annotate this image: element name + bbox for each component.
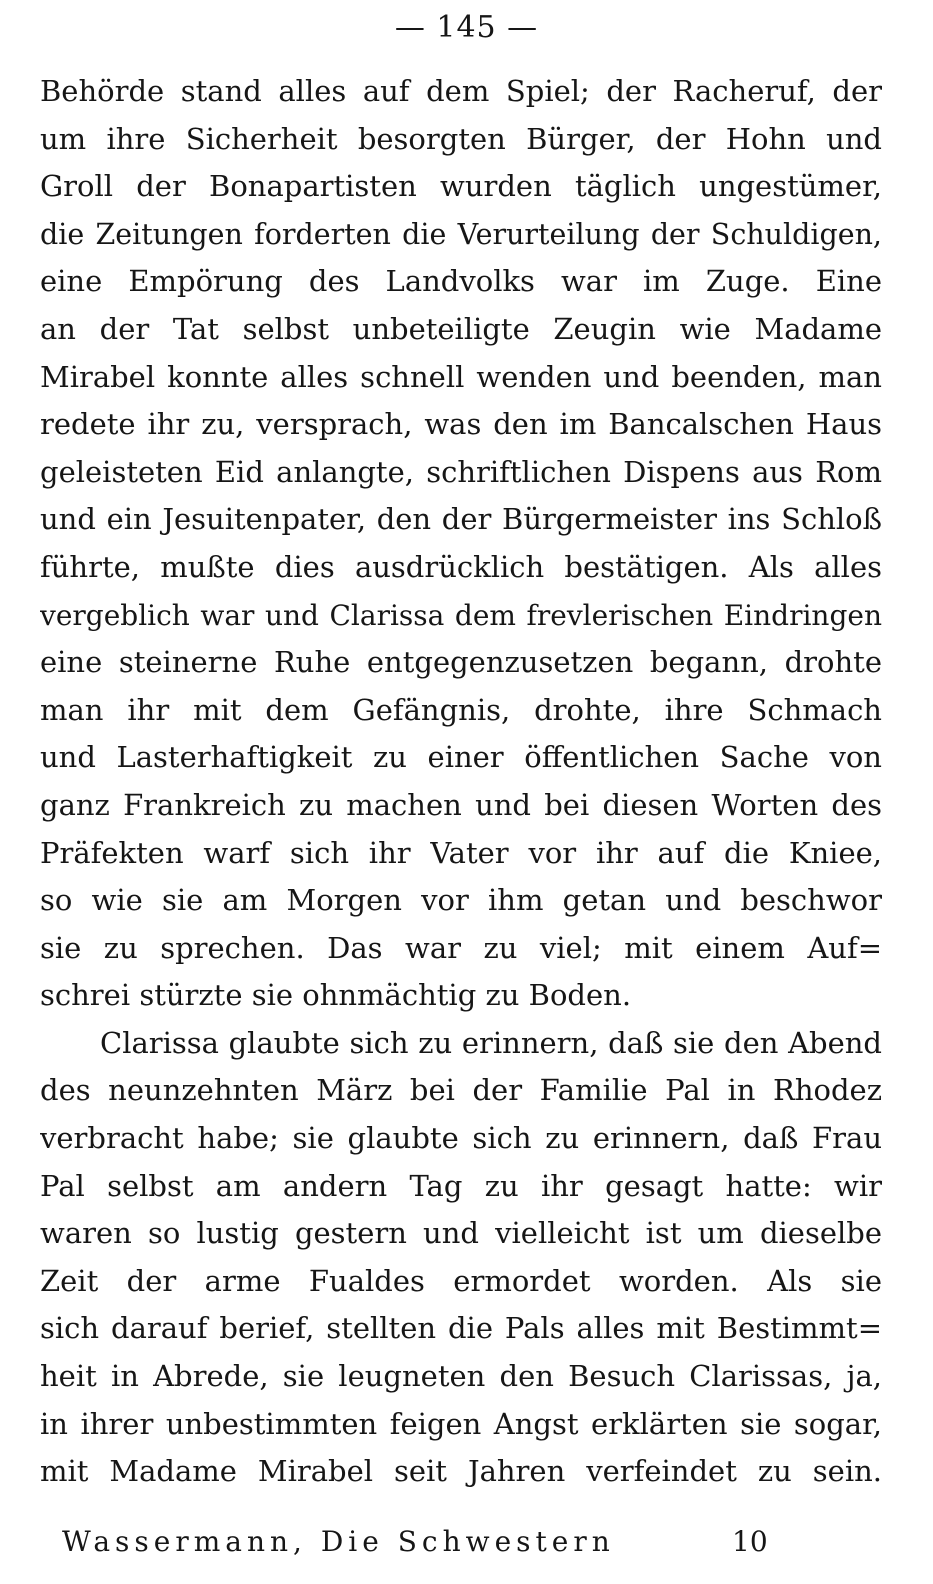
text-line: die Zeitungen forderten die Verurteilung der Schuldigen, [40,217,882,251]
page-number: — 145 — [394,10,539,45]
text-line: schrei stürzte sie ohnmächtig zu Boden. [40,978,632,1013]
text-line: heit in Abrede, sie leugneten den Besuch Clarissas, ja, [40,1359,882,1394]
text-line: Behörde stand alles auf dem Spiel; der Racheruf, der [40,74,882,108]
text-line: an der Tat selbst unbeteiligte Zeugin wie Madame [40,311,882,346]
text-line: so wie sie am Morgen vor ihm getan und beschwor [40,883,882,918]
text-line: redete ihr zu, versprach, was den im Bancalschen Haus [40,407,882,442]
text-line: sich darauf berief, stellten die Pals alles mit Bestimmt= [40,1311,882,1346]
text-line: eine steinerne Ruhe entgegenzusetzen begann, drohte [40,645,882,680]
text-line: und Lasterhaftigkeit zu einer öffentlichen Sache von [40,740,882,775]
text-line: des neunzehnten März bei der Familie Pal in Rhodez [40,1073,882,1108]
text-line: Pal selbst am andern Tag zu ihr gesagt hatte: wir [40,1168,882,1203]
text-line: führte, mußte dies ausdrücklich bestätigen. Als alles [40,549,882,584]
text-line: vergeblich war und Clarissa dem frevlerischen Eindringen [40,598,882,632]
printer-signature: Wassermann, Die Schwestern [62,1525,615,1558]
text-line: in ihrer unbestimmten feigen Angst erklärten sie sogar, [40,1406,882,1441]
sheet-number: 10 [732,1525,768,1558]
footer-signature-line [62,1520,822,1564]
text-line: waren so lustig gestern und vielleicht ist um dieselbe [40,1216,882,1251]
text-line: um ihre Sicherheit besorgten Bürger, der Hohn und [40,121,882,156]
text-line: Clarissa glaubte sich zu erinnern, daß sie den Abend [100,1025,882,1060]
text-line: mit Madame Mirabel seit Jahren verfeindet zu sein. [40,1454,882,1489]
text-line: verbracht habe; sie glaubte sich zu erinnern, daß Frau [40,1121,882,1156]
text-line: Präfekten warf sich ihr Vater vor ihr auf die Kniee, [40,835,882,870]
body-text [40,68,882,1496]
text-line: ganz Frankreich zu machen und bei diesen Worten des [40,787,882,822]
text-line: eine Empörung des Landvolks war im Zuge. Eine [40,264,882,299]
text-line: Groll der Bonapartisten wurden täglich ungestümer, [40,169,882,204]
text-line: sie zu sprechen. Das war zu viel; mit einem Auf= [40,930,882,965]
text-line: Mirabel konnte alles schnell wenden und beenden, man [40,359,882,394]
text-line: Zeit der arme Fualdes ermordet worden. Als sie [40,1263,882,1298]
text-line: man ihr mit dem Gefängnis, drohte, ihre Schmach [40,692,882,727]
text-line: und ein Jesuitenpater, den der Bürgermeister ins Schloß [40,502,882,537]
text-line: geleisteten Eid anlangte, schriftlichen Dispens aus Rom [40,454,882,489]
